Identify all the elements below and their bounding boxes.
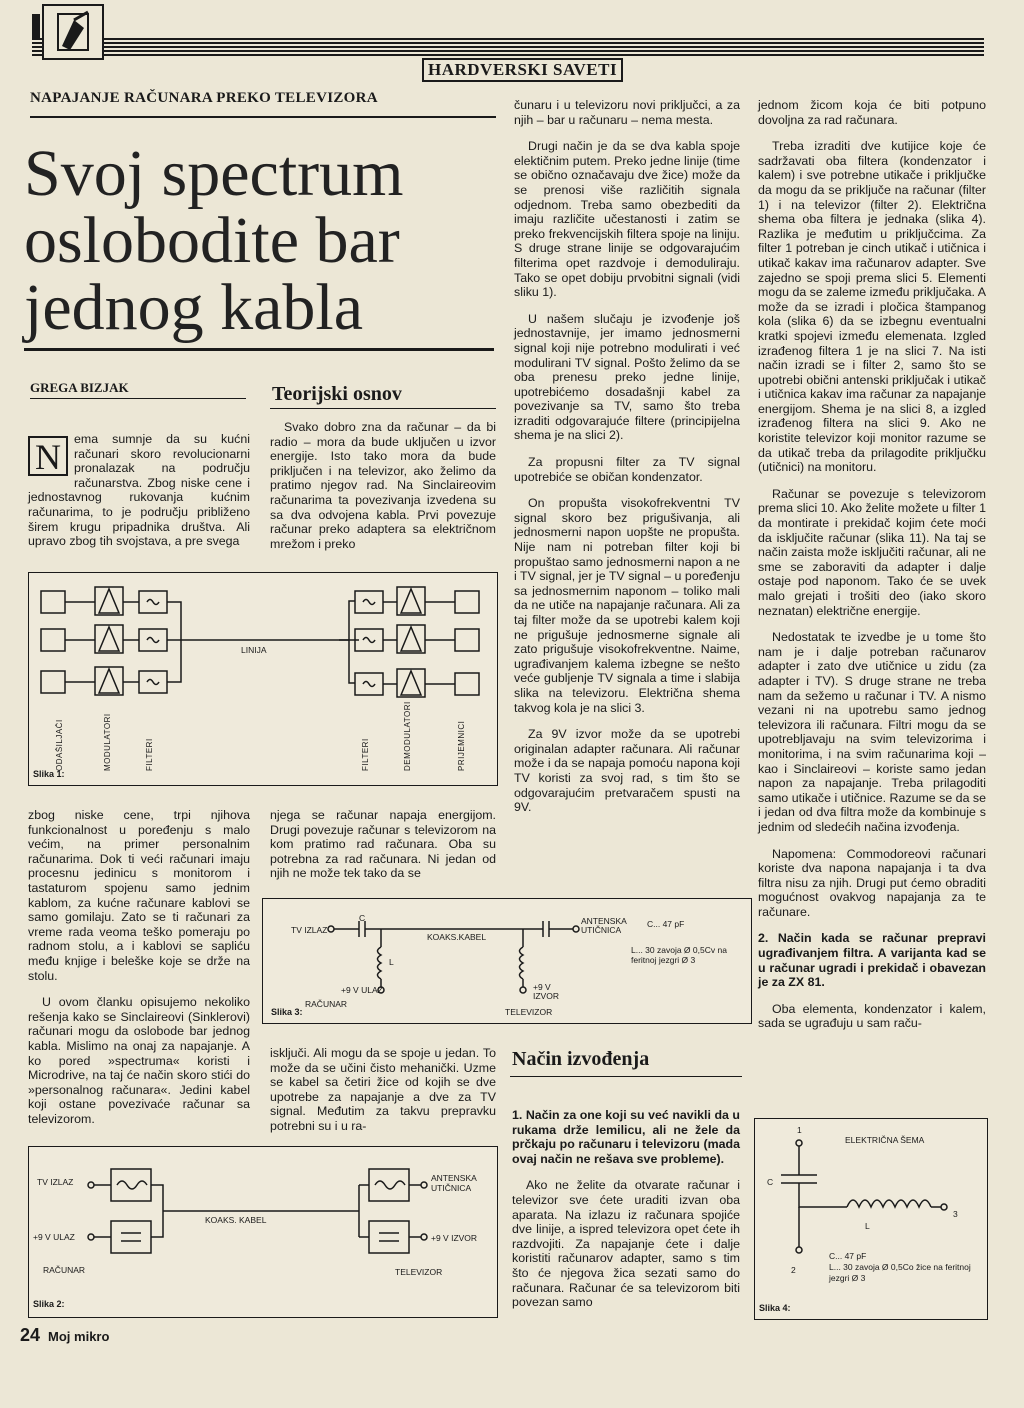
- figure-3-v-izvor: +9 V IZVOR: [533, 982, 559, 1001]
- figure-3-racunar: RAČUNAR: [305, 999, 348, 1009]
- nacin-paragraph: Ako ne želite da otvarate računar i televizor sve ćete uraditi izvan oba aparata. Na izlazu iz računara spojiće dve linije, a ispred televizora opet ćete ih razdvojiti. Za napajanje ćete i dalje koristiti računarov adapter, samo s tim što će njegova žica sezati samo do računara. Računar će sa televizorom biti povezan samo: [512, 1178, 740, 1310]
- figure-3-antenska: ANTENSKA UTIČNICA: [581, 916, 627, 935]
- col3-paragraph-4: Za propusni filter za TV signal upotrebiće se običan kondenzator.: [514, 455, 740, 484]
- figure-1-label-filteri-right: FILTERI: [361, 738, 370, 771]
- article-kicker: NAPAJANJE RAČUNARA PREKO TELEVIZORA: [30, 90, 378, 106]
- figure-3-c-value: C... 47 pF: [647, 919, 685, 929]
- teorija-text: [270, 420, 496, 563]
- figure-4-title: ELEKTRIČNA ŠEMA: [845, 1135, 925, 1145]
- figure-3: [262, 898, 752, 1024]
- col1-paragraph-2: U ovom članku opisujemo nekoliko rešenja kako se Sinclaireovi (Sinklerovi) računari mogu da oslobode bar jednog kabla. Mislimo na onaj za napajanje. A ko pored »spectruma« koristi i Microdrive, na taj će način skoro stići do »personalnog računara«. Jedini kabel koji ostane povezivaće računar sa televizorom.: [28, 995, 250, 1126]
- figure-1-label-filteri-left: FILTERI: [145, 738, 154, 771]
- figure-1-line-label: LINIJA: [241, 645, 267, 655]
- figure-1-diagram: [29, 573, 497, 785]
- figure-1-label-modulatori: MODULATORI: [103, 713, 112, 771]
- section-title-teorija: Teorijski osnov: [272, 383, 402, 405]
- section-logo-icon: [42, 4, 104, 60]
- col2-paragraph-2: isključi. Ali mogu da se spoje u jedan. To može da se učini čisto mehanički. Uzme se kabel sa četiri žice od kojih se dve upotrebe za napajanje a dve za TV signal. Međutim za takvu prepravku potrebni su i u ra-: [270, 1046, 496, 1133]
- page-number: 24: [20, 1325, 41, 1345]
- col3-paragraph-3: U našem slučaju je izvođenje još jednostavnije, jer imamo jednosmerni signal koji nije potrebno modulirati i već modulirani TV signal. Pošto želimo da se oba prenesu preko jedne linije, upotrebićemo dosadašnji kabel za povezivanje sa TV, samo što treba izraditi odgovarajuće filtere (principijelna shema je na slici 2).: [514, 311, 740, 443]
- magazine-name: Moj mikro: [48, 1329, 110, 1344]
- figure-3-tv-izlaz: TV IZLAZ: [291, 925, 328, 935]
- figure-3-televizor: TELEVIZOR: [505, 1007, 553, 1017]
- nacin-rule: [510, 1076, 742, 1077]
- figure-3-l-label: L: [389, 957, 394, 967]
- kicker-rule: [30, 116, 496, 118]
- figure-4-c-label: C: [767, 1177, 774, 1187]
- column-4: [758, 98, 986, 1043]
- col4-paragraph-1: jednom žicom koja će biti potpuno dovoljna za rad računara.: [758, 98, 986, 127]
- section-title-nacin: Način izvođenja: [512, 1048, 650, 1070]
- figure-3-l-value: L... 30 zavoja Ø 0,5Cv na feritnoj jezgri Ø 3: [631, 945, 727, 965]
- col1-paragraph-1: zbog niske cene, trpi njihova funkcionalnost u poređenju s malo većim, na primer personalnim računarima. Dok ti veći računari imaju procesnu jedinicu s monitorom i tastaturom spojenu samo jednim kablom, za kućne računare kablovi se samo gomilaju. Zato se ti računari za vreme rada veoma teško pomeraju po radnom stolu, a i kablovi se sapliću među knjige i beleške koje se drže na stolu.: [28, 808, 250, 983]
- article-headline: [24, 137, 494, 344]
- author-rule: [30, 398, 246, 399]
- figure-4-l-value: L... 30 zavoja Ø 0,5Co žice na feritnoj jezgri Ø 3: [829, 1262, 971, 1283]
- figure-2-v-izvor: +9 V IZVOR: [431, 1233, 478, 1243]
- figure-2-antenska: ANTENSKA UTIČNICA: [431, 1173, 477, 1193]
- column-2-lower: [270, 808, 496, 893]
- col3-paragraph-6: Za 9V izvor može da se upotrebi originalan adapter računara. Ali računar može i da se napaja pomoću napona koji TV koristi za svoj rad, s tim što se odgovarajućim pretvaračem spusti na 9V.: [514, 727, 740, 815]
- figure-4: [754, 1118, 988, 1320]
- nacin-text: [512, 1108, 740, 1322]
- headline-rule: [24, 348, 494, 351]
- page-footer: [20, 1325, 109, 1346]
- figure-2-diagram: [29, 1147, 497, 1317]
- figure-3-c-label: C: [359, 913, 366, 923]
- col4-paragraph-2: Treba izraditi dve kutijice koje će sadržavati oba filtera (kondenzator i kalem) i sve potrebne utikače i priključke da mogu da se priključe na računar (filter 1) i na televizor (filter 2). Električna shema oba filtera je jednaka (slika 4). Razlika je međutim u priključcima. Za filter 1 potreban je cinch utikač i utičnica i utikač kakav ima računarov adapter. Sve zajedno se spoji prema slici 5. Elementi mogu da se zaleme između priključaka. A može da se izradi i pločica štampanog kola (slika 6) da se izbegnu eventualni kratki spojevi između elemenata. Izgled izrađenog filtera 1 je na slici 7. Na isti način izradi se i filter 2, samo što se upotrebi obični antenski priključak i utikač i utičnica kakav ima računar za napajanje energijom. Shema je na slici 8, a izgled izrađenog filtera na slici 9. Ako ne koristite televizor koji monitor razume se da utikač treba da prilagodite priključku (utičnici) na monitoru.: [758, 139, 986, 475]
- figure-3-v-ulaz: +9 V ULAZ: [341, 985, 383, 995]
- teorija-paragraph: Svako dobro zna da računar – da bi radio – mora da bude uključen u izvor energije. Isto tako mora da bude priključen i na televizor, ako želimo da pratimo njegov rad. Na Sinclaireovim računarima ta povezivanja izvedena su sa dva odvojena kabla. Prvi povezuje računar preko adaptera sa električnom mrežom i preko: [270, 420, 496, 551]
- column-1-lower: [28, 808, 250, 1138]
- figure-2: [28, 1146, 498, 1318]
- figure-4-node-2: 2: [791, 1265, 796, 1275]
- figure-2-kabel: KOAKS. KABEL: [205, 1215, 267, 1225]
- figure-1-label-prijemnici: PRIJEMNICI: [457, 720, 466, 771]
- figure-1-caption: Slika 1:: [33, 769, 65, 779]
- col4-paragraph-5: Napomena: Commodoreovi računari koriste dva napona napajanja i ta dva filtra nisu za njih. Drugi put ćemo obraditi mogućnost ovakvog napajanja za te računare.: [758, 846, 986, 919]
- header-striped-bar: [32, 38, 984, 58]
- teorija-rule: [270, 408, 496, 409]
- headline-line-3: jednog kabla: [24, 271, 364, 344]
- figure-1: [28, 572, 498, 786]
- figure-1-label-odasiljaci: ODAŠILJAČI: [55, 719, 64, 771]
- figure-2-caption: Slika 2:: [33, 1299, 65, 1309]
- headline-line-2: oslobodite bar: [24, 204, 400, 277]
- nacin-bold-intro: 1. Način za one koji su već navikli da u rukama drže lemilicu, ali ne žele da prčkaju po računaru i televizoru (mada ovaj način ne rešava sve probleme).: [512, 1108, 740, 1166]
- figure-1-label-demodulatori: DEMODULATORI: [403, 701, 412, 771]
- figure-4-c-value: C... 47 pF: [829, 1251, 867, 1261]
- dropcap-letter: N: [28, 436, 68, 476]
- col4-paragraph-4: Nedostatak te izvedbe je u tome što nam je i dalje potreban računarov adapter i zato dve utičnice u zidu (za adapter i TV). S druge strane ne treba nam da sežemo u računar i TV. A nismo vezani ni na upotrebu samo jednog televizora ili računara. Filtri mogu da se upotrebljavaju na svim televizorima i monitorima, i na svim računarima koji – kao i Sinclaireovi – koriste samo jedan napon za napajanje. Treba prilagoditi samo utikače i utičnice. Razume se da se i jedan od dva filtra može da kombinuje s jednim od sledećih načina izvođenja.: [758, 630, 986, 834]
- col3-paragraph-5: On propušta visokofrekventni TV signal skoro bez prigušivanja, ali jednosmerni napon uopšte ne propušta. Nije nam ni potreban filter koji bi propuštao samo jednosmerni napon a ne i TV signal, jer je TV signal – u poređenju sa jednosmernim naponom – toliko mali da ne utiče na napajanje računara. Ali za taj filter može da se upotrebi kalem koji ne prigušuje jednosmerne signale ali zato prigušuje visokofrekventne. Naime, ugrađivanjem kalema izbegne se nešto veće gubljenje TV signala a time i slabija slika na televizoru. Električna shema takvog kola je na slici 3.: [514, 496, 740, 715]
- figure-2-tv-izlaz: TV IZLAZ: [37, 1177, 74, 1187]
- author-byline: GREGA BIZJAK: [30, 380, 129, 395]
- figure-3-caption: Slika 3:: [271, 1007, 303, 1017]
- figure-2-televizor: TELEVIZOR: [395, 1267, 443, 1277]
- col3-paragraph-2: Drugi način je da se dva kabla spoje elektičnim putem. Preko jedne linije (time se obično označavaju dve žice) može da se prenosi više različitih signala odjednom. Treba samo obezbediti da imaju različite učestanosti i zatim se preko frekvencijskih filtera spoje na liniju. S druge strane linije se odgovarajućim filterima opet razdvoje i demoduliraju. Tako se opet dobiju prvobitni signali (vidi sliku 1).: [514, 139, 740, 300]
- section-tag: HARDVERSKI SAVETI: [422, 58, 623, 82]
- headline-line-1: Svoj spectrum: [24, 137, 404, 210]
- figure-2-v-ulaz: +9 V ULAZ: [33, 1232, 75, 1242]
- column-3: [514, 98, 740, 827]
- col2-paragraph-1: njega se računar napaja energijom. Drugi povezuje računar s televizorom na kom pratimo rad računara. Oba su potrebna za rad računara. Ni jedan od njih ne može tek tako da se: [270, 808, 496, 881]
- col4-method-2-text: Oba elementa, kondenzator i kalem, sada se ugrađuju u sam raču-: [758, 1001, 986, 1031]
- col3-paragraph-1: čunaru i u televizoru novi priključci, a za njih – bar u računaru – nema mesta.: [514, 98, 740, 127]
- figure-3-kabel: KOAKS.KABEL: [427, 932, 487, 942]
- figure-4-l-label: L: [865, 1221, 870, 1231]
- figure-4-diagram: [755, 1119, 987, 1319]
- col4-paragraph-3: Računar se povezuje s televizorom prema slici 10. Ako želite možete u filter 1 da montirate i prekidač kojim ćete moći da isključite računar (slika 11). Na taj se način zaista može isključiti računar, ali ne sme se zaboraviti da adapter i dalje ostaje pod naponom. Tako će se uvek malo grejati i trošiti deo (iako skoro neznatan) električne energije.: [758, 486, 986, 618]
- column-2-after-figure-3: [270, 1046, 496, 1146]
- intro-paragraph: [28, 432, 250, 549]
- col4-method-2-bold: 2. Način kada se računar prepravi ugrađivanjem filtra. A varijanta kad se u računar ugradi i prekidač i obavezan je za ZX 81.: [758, 931, 986, 990]
- intro-text: ema sumnje da su kućni računari skoro revolucionarni pronalazak na području računarstva. Zbog niske cene i jednostavnog rukovanja kućnim računarima, to je području približeno širem krugu pripadnika društva. Ali upravo zbog tih svojstava, a pre svega: [28, 432, 250, 549]
- figure-2-racunar: RAČUNAR: [43, 1265, 86, 1275]
- figure-4-node-1: 1: [797, 1125, 802, 1135]
- figure-4-node-3: 3: [953, 1209, 958, 1219]
- figure-4-caption: Slika 4:: [759, 1303, 791, 1313]
